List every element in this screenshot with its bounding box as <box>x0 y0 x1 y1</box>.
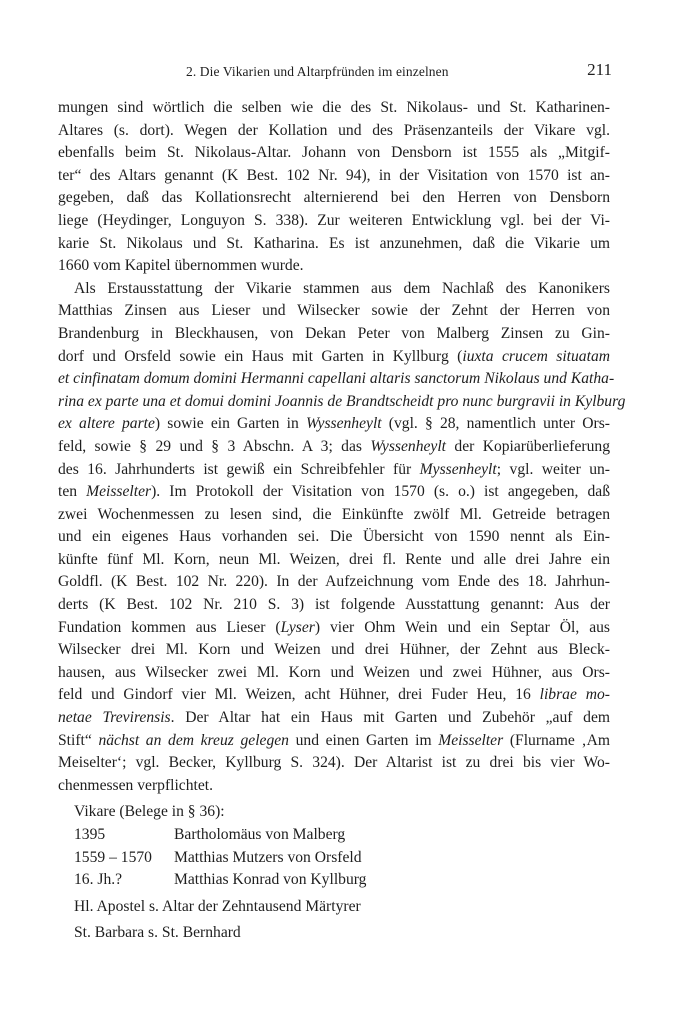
paragraph-2 <box>58 278 626 798</box>
text-line: Matthias Zinsen aus Lieser und Wilsecker sowie der Zehnt der Herren von <box>58 302 610 320</box>
text-line: liege (Heydinger, Longuyon S. 338). Zur weiteren Entwicklung vgl. bei der Vi- <box>58 211 610 229</box>
text-line: ebenfalls beim St. Nikolaus-Altar. Johann von Densborn ist 1555 als „Mitgif- <box>58 144 610 162</box>
page-body <box>58 97 626 945</box>
vikar-date: 16. Jh.? <box>74 871 123 889</box>
text-line: des 16. Jahrhunderts ist gewiß ein Schreibfehler für Myssenheylt; vgl. weiter un- <box>58 460 610 478</box>
vikar-entry <box>58 824 610 847</box>
text-line: karie St. Nikolaus und St. Katharina. Es ist anzunehmen, daß die Vikarie um <box>58 234 610 252</box>
text-line: feld, sowie § 29 und § 3 Abschn. A 3; das Wyssenheylt der Kopiarüberlieferung <box>58 437 610 455</box>
text-line: chenmessen verpflichtet. <box>58 776 214 794</box>
page-number: 211 <box>587 60 612 79</box>
text-line: netae Trevirensis. Der Altar hat ein Haus mit Garten und Zubehör „auf dem <box>58 709 610 727</box>
text-line: ter“ des Altars genannt (K Best. 102 Nr. 94), in der Visitation von 1570 ist an- <box>58 166 610 184</box>
cross-reference: St. Barbara s. St. Bernhard <box>74 924 241 942</box>
vikar-entry <box>58 869 610 892</box>
text-line: Brandenburg in Bleckhausen, von Dekan Peter von Malberg Zinsen zu Gin- <box>58 324 610 342</box>
text-line: rina ex parte una et domui domini Joannis de Brandtscheidt pro nunc burgravii in Kylburg <box>58 392 626 410</box>
text-line: feld und Gindorf vier Ml. Weizen, acht Hühner, drei Fuder Heu, 16 librae mo- <box>58 686 610 704</box>
text-line: zwei Wochenmessen zu lesen sind, die Einkünfte zwölf Ml. Getreide betragen <box>58 505 610 523</box>
text-line: dorf und Orsfeld sowie ein Haus mit Garten in Kyllburg (iuxta crucem situatam <box>58 347 610 365</box>
vikar-name: Bartholomäus von Malberg <box>174 826 346 843</box>
text-line: ten Meisselter). Im Protokoll der Visitation von 1570 (s. o.) ist angegeben, daß <box>58 483 610 501</box>
text-line: derts (K Best. 102 Nr. 210 S. 3) ist folgende Ausstattung genannt: Aus der <box>58 596 610 614</box>
text-line: Fundation kommen aus Lieser (Lyser) vier Ohm Wein und ein Septar Öl, aus <box>58 618 610 636</box>
text-line: Goldfl. (K Best. 102 Nr. 220). In der Aufzeichnung vom Ende des 18. Jahrhun- <box>58 573 610 591</box>
running-title: 2. Die Vikarien und Altarpfründen im einzelnen <box>186 64 449 79</box>
text-line: et cinfinatam domum domini Hermanni capellani altaris sanctorum Nikolaus und Katha- <box>58 370 615 388</box>
text-line: Altares (s. dort). Wegen der Kollation und des Präsenzanteils der Vikare vgl. <box>58 121 610 139</box>
text-line: hausen, aus Wilsecker zwei Ml. Korn und Weizen und zwei Hühner, aus Ors- <box>58 663 610 681</box>
vikar-name: Matthias Konrad von Kyllburg <box>174 871 367 889</box>
text-line: gegeben, daß das Kollationsrecht alternierend bei den Herren von Densborn <box>58 189 610 207</box>
text-line: Wilsecker drei Ml. Korn und Weizen und drei Hühner, der Zehnt aus Bleck- <box>58 641 610 659</box>
text-line: Als Erstausstattung der Vikarie stammen aus dem Nachlaß des Kanonikers <box>74 279 610 297</box>
vikar-name: Matthias Mutzers von Orsfeld <box>174 848 362 866</box>
vikar-date: 1559 – 1570 <box>74 848 152 866</box>
text-line: 1660 vom Kapitel übernommen wurde. <box>58 257 304 275</box>
page-header <box>66 60 612 84</box>
text-line: künfte fünf Ml. Korn, neun Ml. Weizen, drei fl. Rente und alle drei Jahre ein <box>58 550 610 568</box>
vikare-list <box>58 801 610 891</box>
vikar-entry <box>58 847 610 870</box>
vikare-heading: Vikare (Belege in § 36): <box>74 803 225 821</box>
text-line: mungen sind wörtlich die selben wie die des St. Nikolaus- und St. Katharinen- <box>58 99 610 116</box>
text-line: ex altere parte) sowie ein Garten in Wyssenheylt (vgl. § 28, namentlich unter Ors- <box>58 415 611 433</box>
paragraph-1 <box>58 97 610 278</box>
cross-reference: Hl. Apostel s. Altar der Zehntausend Märtyrer <box>74 897 361 915</box>
text-line: Meiselter‘; vgl. Becker, Kyllburg S. 324). Der Altarist ist zu drei bis vier Wo- <box>58 754 610 772</box>
text-line: und ein eigenes Haus vorhanden sei. Die Übersicht von 1590 nennt als Ein- <box>58 528 610 546</box>
text-line: Stift“ nächst an dem kreuz gelegen und einen Garten im Meisselter (Flurname ‚Am <box>58 731 611 749</box>
vikar-date: 1395 <box>74 826 106 843</box>
